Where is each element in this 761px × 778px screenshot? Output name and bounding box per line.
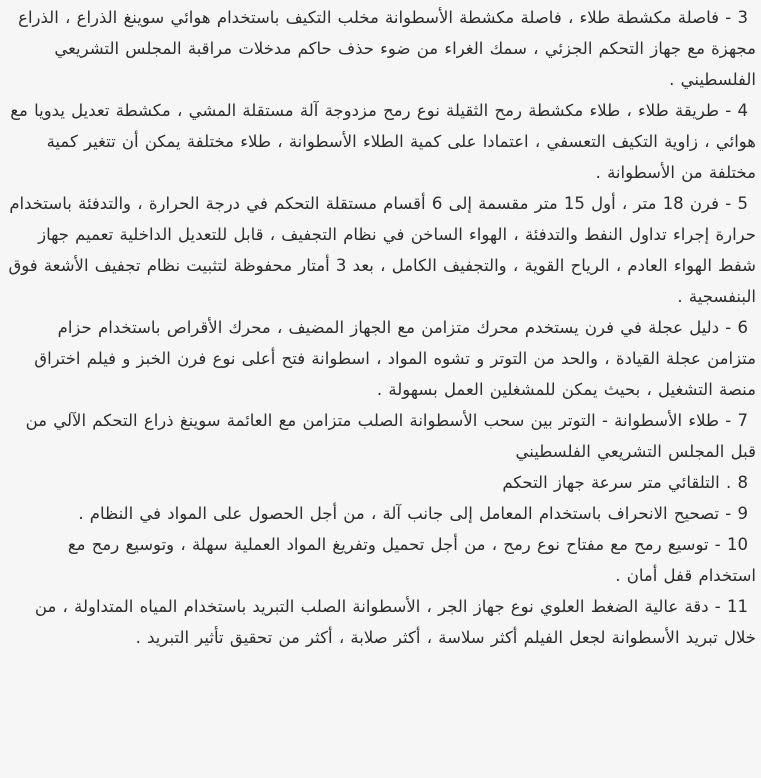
spec-item-6: 6 - دليل عجلة في فرن يستخدم محرك متزامن مع الجهاز المضيف ، محرك الأقراص باستخدام حزام متزامن عجلة القيادة ، والحد من التوتر و تشوه المواد ، اسطوانة فتح أعلى نوع فرن الخبز و فيلم اختراق منصة التشغيل ، بحيث يمكن للمشغلين العمل بسهولة . xyxy=(34,318,756,399)
spec-item-8: 8 . التلقائي متر سرعة جهاز التحكم xyxy=(502,473,748,492)
spec-item-10: 10 - توسيع رمح مع مفتاح نوع رمح ، من أجل تحميل وتفريغ المواد العملية سهلة ، وتوسيع رمح مع استخدام قفل أمان . xyxy=(67,535,756,585)
spec-item-9: 9 - تصحيح الانحراف باستخدام المعامل إلى جانب آلة ، من أجل الحصول على المواد في النظام . xyxy=(78,504,748,523)
spec-item-3: 3 - فاصلة مكشطة طلاء ، فاصلة مكشطة الأسطوانة مخلب التكيف باستخدام هوائي سوينغ الذراع ، الذراع مجهزة مع جهاز التحكم الجزئي ، سمك الغراء من ضوء حذف حاكم مدخلات مراقبة المجلس التشريعي الفلسطيني . xyxy=(18,8,756,89)
spec-item-11: 11 - دقة عالية الضغط العلوي نوع جهاز الجر ، الأسطوانة الصلب التبريد باستخدام المياه المتداولة ، من خلال تبريد الأسطوانة لجعل الفيلم أكثر سلاسة ، أكثر صلابة ، أكثر من تحقيق تأثير التبريد . xyxy=(34,597,756,647)
spec-item-5: 5 - فرن 18 متر ، أول 15 متر مقسمة إلى 6 أقسام مستقلة التحكم في درجة الحرارة ، والتدفئة باستخدام حرارة إجراء تداول النفط والتدفئة ، الهواء الساخن في نظام التجفيف ، قابل للتعديل الداخلية تعميم جهاز شفط الهواء العادم ، الرياح القوية ، والتجفيف الكامل ، بعد 3 أمتار محفوظة لتثبيت نظام تجفيف الأشعة فوق البنفسجية . xyxy=(8,194,756,306)
spec-item-7: 7 - طلاء الأسطوانة - التوتر بين سحب الأسطوانة الصلب متزامن مع العائمة سوينغ ذراع التحكم الآلي من قبل المجلس التشريعي الفلسطيني xyxy=(25,411,756,461)
spec-item-4: 4 - طريقة طلاء ، طلاء مكشطة رمح الثقيلة نوع رمح مزدوجة آلة مستقلة المشي ، مكشطة تعديل يدويا مع هوائي ، زاوية التكيف التعسفي ، اعتمادا على كمية الطلاء الأسطوانة ، طلاء مختلفة يمكن أن تتغير كمية مختلفة من الأسطوانة . xyxy=(10,101,756,182)
